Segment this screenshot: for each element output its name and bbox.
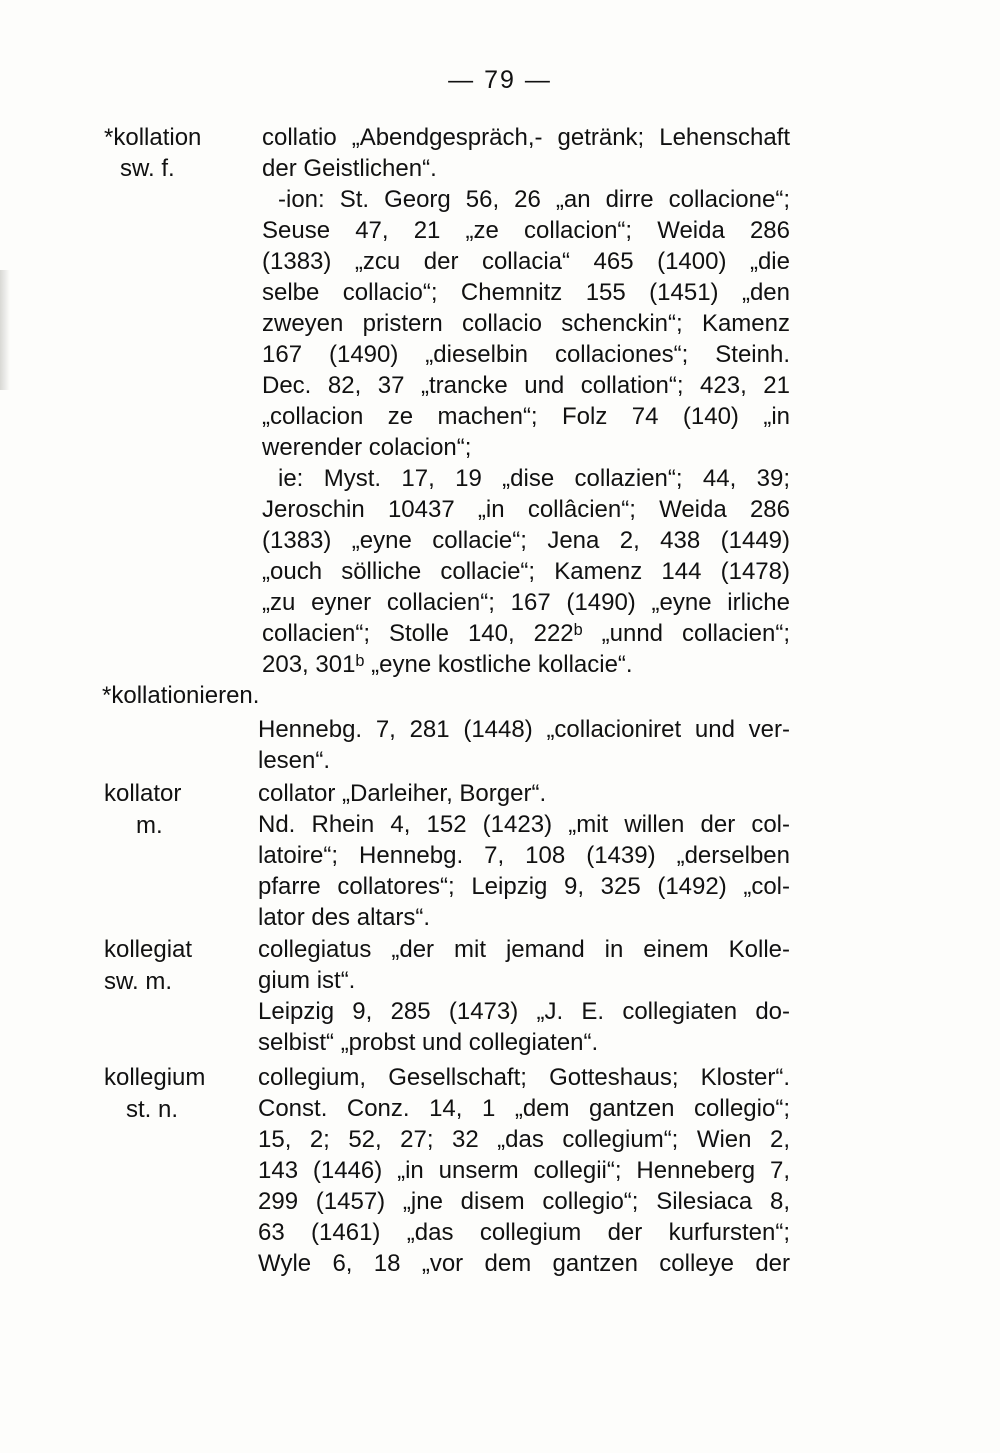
scan-shadow	[0, 270, 10, 390]
text-line: collegiatus „der mit jemand in einem Kolle-	[258, 936, 790, 963]
grammar-label: sw. m.	[104, 968, 173, 995]
text-line: Leipzig 9, 285 (1473) „J. E. collegiaten do-	[258, 998, 790, 1025]
text-line: (1383) „zcu der collacia“ 465 (1400) „die	[262, 248, 790, 275]
text-line: selbist“ „probst und collegiaten“.	[258, 1029, 599, 1056]
headword: kollator	[104, 780, 182, 807]
text-line: lator des altars“.	[258, 904, 431, 931]
headword: *kollationieren.	[102, 682, 260, 709]
text-line: (1383) „eyne collacie“; Jena 2, 438 (1449)	[262, 527, 790, 554]
headword: kollegium	[104, 1064, 206, 1091]
text-line: 299 (1457) „jne disem collegio“; Silesiaca 8,	[258, 1188, 790, 1215]
text-line: collatio „Abendgespräch,- getränk; Lehenschaft	[262, 124, 790, 151]
text-line: zweyen pristern collacio schenckin“; Kamenz	[262, 310, 790, 337]
grammar-label: st. n.	[126, 1096, 179, 1123]
text-line: „collacion ze machen“; Folz 74 (140) „in	[262, 403, 790, 430]
text-line: 63 (1461) „das collegium der kurfursten“;	[258, 1219, 790, 1246]
text-line: Nd. Rhein 4, 152 (1423) „mit willen der col-	[258, 811, 790, 838]
text-line: lesen“.	[258, 747, 331, 774]
text-line: collegium, Gesellschaft; Gotteshaus; Kloster“.	[258, 1064, 790, 1091]
entry-body	[258, 1062, 790, 1279]
entry-body	[258, 714, 790, 776]
headword: *kollation	[104, 124, 202, 151]
entry-body	[262, 122, 790, 680]
text-line: Hennebg. 7, 281 (1448) „collacioniret und ver-	[258, 716, 790, 743]
text-line: selbe collacio“; Chemnitz 155 (1451) „den	[262, 279, 790, 306]
grammar-label: m.	[136, 812, 163, 839]
text-line: collator „Darleiher, Borger“.	[258, 780, 547, 807]
text-line: pfarre collatores“; Leipzig 9, 325 (1492) „col-	[258, 873, 790, 900]
text-line: „ouch sölliche collacie“; Kamenz 144 (1478)	[262, 558, 790, 585]
text-line: der Geistlichen“.	[262, 155, 437, 182]
text-line: 15, 2; 52, 27; 32 „das collegium“; Wien 2,	[258, 1126, 790, 1153]
text-line: 143 (1446) „in unserm collegii“; Henneberg 7,	[258, 1157, 790, 1184]
entry-body	[258, 934, 790, 1058]
text-line: Const. Conz. 14, 1 „dem gantzen collegio“;	[258, 1095, 790, 1122]
text-line: Jeroschin 10437 „in collâcien“; Weida 286	[262, 496, 790, 523]
entry-body	[258, 778, 790, 933]
text-line: collacien“; Stolle 140, 222ᵇ „unnd collacien“;	[262, 620, 790, 647]
text-line: Seuse 47, 21 „ze collacion“; Weida 286	[262, 217, 790, 244]
text-line: werender colacion“;	[262, 434, 472, 461]
headword: kollegiat	[104, 936, 193, 963]
text-line: ie: Myst. 17, 19 „dise collazien“; 44, 39;	[278, 465, 790, 492]
text-line: latoire“; Hennebg. 7, 108 (1439) „derselben	[258, 842, 790, 869]
page-number: — 79 —	[448, 66, 552, 94]
grammar-label: sw. f.	[120, 155, 175, 182]
text-line: 203, 301ᵇ „eyne kostliche kollacie“.	[262, 651, 633, 678]
text-line: Wyle 6, 18 „vor dem gantzen colleye der	[258, 1250, 790, 1277]
text-line: 167 (1490) „dieselbin collaciones“; Steinh.	[262, 341, 790, 368]
text-line: „zu eyner collacien“; 167 (1490) „eyne irliche	[262, 589, 790, 616]
text-line: -ion: St. Georg 56, 26 „an dirre collacione“;	[278, 186, 790, 213]
text-line: Dec. 82, 37 „trancke und collation“; 423, 21	[262, 372, 790, 399]
text-line: gium ist“.	[258, 967, 356, 994]
